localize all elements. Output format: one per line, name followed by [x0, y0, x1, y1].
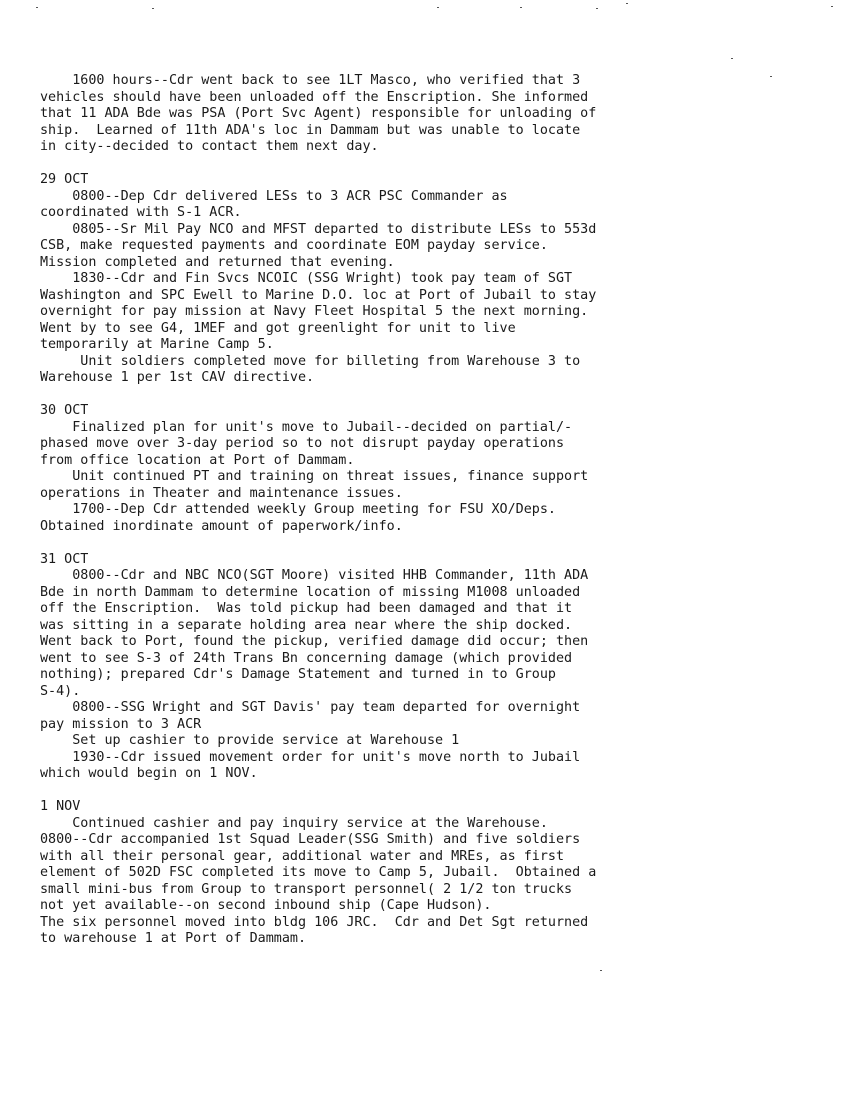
text-line: 0800--SSG Wright and SGT Davis' pay team departed for overnight — [40, 700, 581, 715]
text-line: temporarily at Marine Camp 5. — [40, 337, 274, 352]
date-heading: 29 OCT — [40, 172, 89, 187]
text-line: Unit soldiers completed move for billeting from Warehouse 3 to — [40, 353, 581, 369]
text-line: Washington and SPC Ewell to Marine D.O. loc at Port of Jubail to stay — [40, 287, 597, 303]
text-line: 0800--Cdr accompanied 1st Squad Leader(SSG Smith) and five soldiers — [40, 832, 581, 847]
scan-speck — [731, 58, 733, 59]
scan-speck — [626, 3, 628, 4]
scan-speck — [600, 970, 602, 971]
text-line: vehicles should have been unloaded off the Enscription. She informed — [40, 89, 589, 105]
document-body — [40, 73, 840, 948]
text-line: Went back to Port, found the pickup, verified damage did occur; then — [40, 634, 589, 649]
text-line: with all their personal gear, additional water and MREs, as first — [40, 848, 565, 864]
text-line: overnight for pay mission at Navy Fleet Hospital 5 the next morning. — [40, 304, 589, 319]
text-line: Unit continued PT and training on threat issues, finance support — [40, 469, 589, 484]
scan-speck — [36, 7, 38, 8]
text-line: 1700--Dep Cdr attended weekly Group meeting for FSU XO/Deps. — [40, 502, 556, 517]
text-line: Went by to see G4, 1MEF and got greenlight for unit to live — [40, 320, 516, 336]
text-line: ship. Learned of 11th ADA's loc in Dammam but was unable to locate — [40, 122, 581, 138]
scan-speck — [152, 8, 154, 9]
text-line: Bde in north Dammam to determine location of missing M1008 unloaded — [40, 584, 581, 600]
text-line: from office location at Port of Dammam. — [40, 452, 355, 468]
date-heading: 1 NOV — [40, 799, 81, 814]
blank-line — [40, 156, 840, 173]
text-line: 1830--Cdr and Fin Svcs NCOIC (SSG Wright) took pay team of SGT — [40, 271, 573, 286]
text-line: in city--decided to contact them next day. — [40, 139, 379, 154]
text-line: 1600 hours--Cdr went back to see 1LT Masco, who verified that 3 — [40, 73, 581, 88]
text-line: The six personnel moved into bldg 106 JRC. Cdr and Det Sgt returned — [40, 914, 589, 930]
date-heading: 31 OCT — [40, 551, 89, 567]
text-line: 0800--Dep Cdr delivered LESs to 3 ACR PSC Commander as — [40, 188, 508, 204]
text-line: Warehouse 1 per 1st CAV directive. — [40, 370, 315, 385]
text-line: was sitting in a separate holding area near where the ship docked. — [40, 617, 573, 633]
text-line: Obtained inordinate amount of paperwork/info. — [40, 518, 403, 534]
scan-speck — [437, 7, 439, 8]
text-line: coordinated with S-1 ACR. — [40, 205, 242, 220]
text-line: element of 502D FSC completed its move to Camp 5, Jubail. Obtained a — [40, 865, 597, 880]
text-line: went to see S-3 of 24th Trans Bn concerning damage (which provided — [40, 650, 573, 666]
scan-speck — [831, 6, 833, 7]
text-line: CSB, make requested payments and coordinate EOM payday service. — [40, 238, 548, 253]
text-line: that 11 ADA Bde was PSA (Port Svc Agent) responsible for unloading of — [40, 106, 597, 121]
text-line: 0805--Sr Mil Pay NCO and MFST departed to distribute LESs to 553d — [40, 221, 597, 237]
text-line: Continued cashier and pay inquiry service at the Warehouse. — [40, 815, 548, 831]
scan-speck — [596, 8, 598, 9]
text-line: off the Enscription. Was told pickup had been damaged and that it — [40, 601, 573, 616]
scan-speck — [520, 7, 522, 8]
text-line: small mini-bus from Group to transport personnel( 2 1/2 ton trucks — [40, 881, 573, 897]
text-line: 0800--Cdr and NBC NCO(SGT Moore) visited HHB Commander, 11th ADA — [40, 568, 589, 583]
blank-line — [40, 535, 840, 552]
text-line: pay mission to 3 ACR — [40, 716, 202, 732]
text-line: operations in Theater and maintenance issues. — [40, 485, 403, 501]
text-line: Mission completed and returned that evening. — [40, 254, 395, 270]
blank-line — [40, 783, 840, 800]
text-line: nothing); prepared Cdr's Damage Statement and turned in to Group — [40, 667, 556, 682]
text-line: S-4). — [40, 683, 81, 699]
text-line: 1930--Cdr issued movement order for unit's move north to Jubail — [40, 749, 581, 765]
text-line: to warehouse 1 at Port of Dammam. — [40, 931, 307, 946]
date-heading: 30 OCT — [40, 403, 89, 418]
text-line: Finalized plan for unit's move to Jubail--decided on partial/- — [40, 419, 573, 435]
text-line: phased move over 3-day period so to not disrupt payday operations — [40, 436, 565, 451]
text-line: Set up cashier to provide service at Warehouse 1 — [40, 733, 460, 748]
text-line: which would begin on 1 NOV. — [40, 766, 258, 781]
blank-line — [40, 387, 840, 404]
text-line: not yet available--on second inbound ship (Cape Hudson). — [40, 898, 492, 913]
